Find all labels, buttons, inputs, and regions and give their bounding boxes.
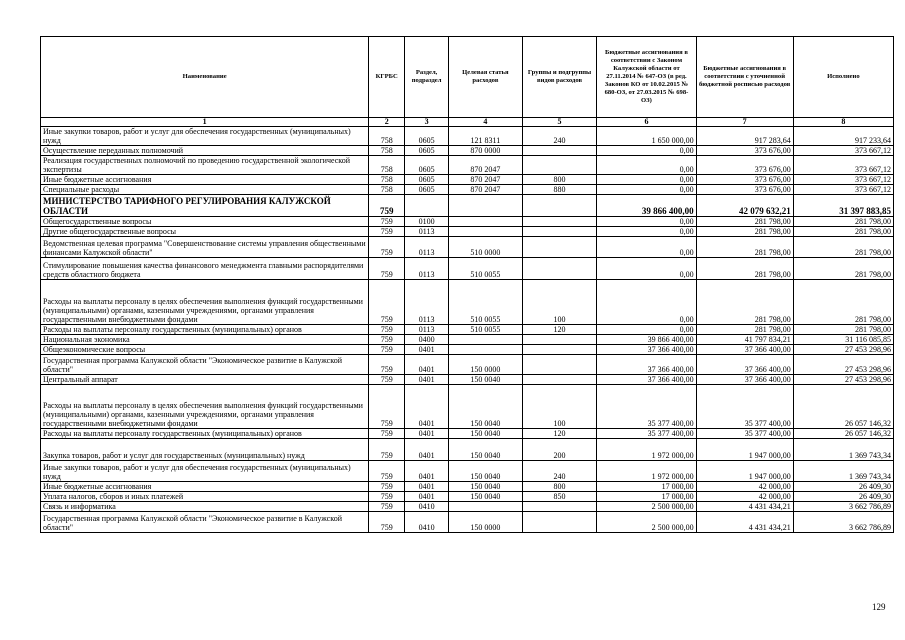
- row-kgrbs: 759: [369, 512, 405, 533]
- row-refined-assign: 42 079 632,21: [696, 195, 793, 217]
- row-executed: 281 798,00: [793, 237, 893, 258]
- row-refined-assign: 35 377 400,00: [696, 385, 793, 429]
- row-group: 120: [522, 325, 597, 335]
- row-refined-assign: 4 431 434,21: [696, 502, 793, 512]
- table-row: [41, 146, 894, 156]
- row-refined-assign: 37 366 400,00: [696, 355, 793, 375]
- row-law-assign: 0,00: [597, 185, 696, 195]
- row-law-assign: 17 000,00: [597, 492, 696, 502]
- row-target: 150 0040: [449, 492, 523, 502]
- column-number: 3: [405, 118, 449, 127]
- row-group: 240: [522, 461, 597, 482]
- row-target: 870 2047: [449, 175, 523, 185]
- row-section: 0401: [405, 482, 449, 492]
- row-target: 510 0000: [449, 237, 523, 258]
- row-name: Общеэкономические вопросы: [41, 345, 369, 355]
- row-refined-assign: 37 366 400,00: [696, 345, 793, 355]
- row-name: Стимулирование повышения качества финансового менеджмента главными распорядителями средств областного бюджета: [41, 258, 369, 280]
- row-group: 120: [522, 429, 597, 439]
- row-group: [522, 355, 597, 375]
- row-section: 0113: [405, 325, 449, 335]
- row-group: [522, 237, 597, 258]
- row-executed: 373 667,12: [793, 175, 893, 185]
- row-section: 0401: [405, 461, 449, 482]
- row-section: 0113: [405, 258, 449, 280]
- row-kgrbs: 759: [369, 492, 405, 502]
- row-target: 510 0055: [449, 258, 523, 280]
- header-executed: Исполнено: [793, 37, 893, 118]
- row-executed: 27 453 298,96: [793, 345, 893, 355]
- column-number: 6: [597, 118, 696, 127]
- row-kgrbs: 759: [369, 258, 405, 280]
- row-target: 150 0040: [449, 429, 523, 439]
- table-row: [41, 355, 894, 375]
- row-group: [522, 156, 597, 175]
- row-law-assign: 1 650 000,00: [597, 127, 696, 146]
- row-section: 0401: [405, 385, 449, 429]
- row-executed: 3 662 786,89: [793, 502, 893, 512]
- row-name: Иные бюджетные ассигнования: [41, 482, 369, 492]
- row-executed: 31 116 085,85: [793, 335, 893, 345]
- row-refined-assign: 1 947 000,00: [696, 439, 793, 461]
- row-name: Общегосударственные вопросы: [41, 217, 369, 227]
- row-executed: 31 397 883,85: [793, 195, 893, 217]
- row-kgrbs: 759: [369, 280, 405, 325]
- row-section: 0605: [405, 127, 449, 146]
- row-target: 870 2047: [449, 156, 523, 175]
- row-kgrbs: 759: [369, 385, 405, 429]
- row-executed: 373 667,12: [793, 185, 893, 195]
- row-refined-assign: 281 798,00: [696, 237, 793, 258]
- row-kgrbs: 759: [369, 217, 405, 227]
- row-executed: 373 667,12: [793, 146, 893, 156]
- row-kgrbs: 758: [369, 127, 405, 146]
- row-refined-assign: 41 797 834,21: [696, 335, 793, 345]
- row-kgrbs: 758: [369, 185, 405, 195]
- row-name: Уплата налогов, сборов и иных платежей: [41, 492, 369, 502]
- row-kgrbs: 758: [369, 146, 405, 156]
- row-group: 850: [522, 492, 597, 502]
- row-target: 870 0000: [449, 146, 523, 156]
- column-number: 1: [41, 118, 369, 127]
- row-refined-assign: 373 676,00: [696, 185, 793, 195]
- table-body: [41, 127, 894, 533]
- row-kgrbs: 759: [369, 345, 405, 355]
- row-kgrbs: 759: [369, 482, 405, 492]
- row-name: Осуществление переданных полномочий: [41, 146, 369, 156]
- row-group: [522, 375, 597, 385]
- table-row: [41, 227, 894, 237]
- table-row: [41, 237, 894, 258]
- row-section: 0605: [405, 156, 449, 175]
- row-section: 0401: [405, 355, 449, 375]
- page-number: 129: [872, 602, 886, 612]
- row-name: Реализация государственных полномочий по проведению государственной экологической экспертизы: [41, 156, 369, 175]
- row-executed: 373 667,12: [793, 156, 893, 175]
- row-group: [522, 217, 597, 227]
- row-refined-assign: 281 798,00: [696, 227, 793, 237]
- row-group: [522, 195, 597, 217]
- row-law-assign: 0,00: [597, 258, 696, 280]
- row-kgrbs: 758: [369, 175, 405, 185]
- row-target: [449, 195, 523, 217]
- table-row: [41, 512, 894, 533]
- row-target: 150 0040: [449, 461, 523, 482]
- row-name: Расходы на выплаты персоналу государственных (муниципальных) органов: [41, 325, 369, 335]
- row-law-assign: 0,00: [597, 237, 696, 258]
- row-name: Связь и информатика: [41, 502, 369, 512]
- row-target: 510 0055: [449, 325, 523, 335]
- row-target: 150 0040: [449, 385, 523, 429]
- row-law-assign: 35 377 400,00: [597, 429, 696, 439]
- row-refined-assign: 35 377 400,00: [696, 429, 793, 439]
- row-group: 800: [522, 175, 597, 185]
- row-executed: 27 453 298,96: [793, 375, 893, 385]
- row-executed: 26 409,30: [793, 482, 893, 492]
- row-law-assign: 35 377 400,00: [597, 385, 696, 429]
- row-name: Национальная экономика: [41, 335, 369, 345]
- row-law-assign: 39 866 400,00: [597, 335, 696, 345]
- column-number: 4: [449, 118, 523, 127]
- row-group: 100: [522, 280, 597, 325]
- column-number: 8: [793, 118, 893, 127]
- row-target: 121 8311: [449, 127, 523, 146]
- row-law-assign: 0,00: [597, 325, 696, 335]
- row-refined-assign: 373 676,00: [696, 156, 793, 175]
- row-group: [522, 512, 597, 533]
- row-law-assign: 2 500 000,00: [597, 512, 696, 533]
- row-name: Специальные расходы: [41, 185, 369, 195]
- row-group: [522, 502, 597, 512]
- row-kgrbs: 758: [369, 156, 405, 175]
- row-group: [522, 227, 597, 237]
- table-row: [41, 345, 894, 355]
- table-row: [41, 195, 894, 217]
- row-name: Иные закупки товаров, работ и услуг для обеспечения государственных (муниципальных) нужд: [41, 461, 369, 482]
- row-refined-assign: 37 366 400,00: [696, 375, 793, 385]
- row-group: [522, 146, 597, 156]
- table-row: [41, 375, 894, 385]
- row-section: 0605: [405, 175, 449, 185]
- row-group: 800: [522, 482, 597, 492]
- row-target: 870 2047: [449, 185, 523, 195]
- row-name: Другие общегосударственные вопросы: [41, 227, 369, 237]
- row-executed: 27 453 298,96: [793, 355, 893, 375]
- column-number-row: [41, 118, 894, 127]
- header-group: Группы и подгруппы видов расходов: [522, 37, 597, 118]
- table-header: [41, 37, 894, 127]
- row-law-assign: 39 866 400,00: [597, 195, 696, 217]
- row-name: Расходы на выплаты персоналу государственных (муниципальных) органов: [41, 429, 369, 439]
- row-section: 0401: [405, 345, 449, 355]
- row-section: 0400: [405, 335, 449, 345]
- row-section: 0401: [405, 492, 449, 502]
- row-refined-assign: 281 798,00: [696, 258, 793, 280]
- row-executed: 281 798,00: [793, 280, 893, 325]
- header-target: Целевая статья расходов: [449, 37, 523, 118]
- row-group: 240: [522, 127, 597, 146]
- row-section: 0113: [405, 237, 449, 258]
- row-group: [522, 258, 597, 280]
- row-executed: 26 057 146,32: [793, 429, 893, 439]
- header-law-assign: Бюджетные ассигнования в соответствии с Законом Калужской области от 27.11.2014 № 647-ОЗ (в ред. Законов КО от 10.02.2015 № 680-ОЗ, от 27.03.2015 № 698-ОЗ): [597, 37, 696, 118]
- row-group: [522, 345, 597, 355]
- row-executed: 281 798,00: [793, 227, 893, 237]
- row-name: Иные закупки товаров, работ и услуг для обеспечения государственных (муниципальных) нужд: [41, 127, 369, 146]
- column-number: 7: [696, 118, 793, 127]
- row-law-assign: 1 972 000,00: [597, 439, 696, 461]
- row-refined-assign: 281 798,00: [696, 217, 793, 227]
- row-executed: 1 369 743,34: [793, 461, 893, 482]
- row-kgrbs: 759: [369, 335, 405, 345]
- row-refined-assign: 42 000,00: [696, 492, 793, 502]
- table-row: [41, 492, 894, 502]
- row-target: 150 0040: [449, 482, 523, 492]
- row-refined-assign: 917 283,64: [696, 127, 793, 146]
- row-name: Центральный аппарат: [41, 375, 369, 385]
- row-kgrbs: 759: [369, 461, 405, 482]
- header-refined-assign: Бюджетные ассигнования в соответствии с уточненной бюджетной росписью расходов: [696, 37, 793, 118]
- table-row: [41, 502, 894, 512]
- row-name: МИНИСТЕРСТВО ТАРИФНОГО РЕГУЛИРОВАНИЯ КАЛУЖСКОЙ ОБЛАСТИ: [41, 195, 369, 217]
- table-row: [41, 185, 894, 195]
- table-row: [41, 175, 894, 185]
- column-number: 5: [522, 118, 597, 127]
- row-section: 0100: [405, 217, 449, 227]
- row-target: 510 0055: [449, 280, 523, 325]
- row-target: [449, 335, 523, 345]
- row-name: Расходы на выплаты персоналу в целях обеспечения выполнения функций государственными (муниципальными) органами, казенными учреждениями, органами управления государственными внебюджетными фондами: [41, 280, 369, 325]
- table-row: [41, 325, 894, 335]
- row-kgrbs: 759: [369, 429, 405, 439]
- table-row: [41, 335, 894, 345]
- header-section: Раздел, подраздел: [405, 37, 449, 118]
- row-name: Расходы на выплаты персоналу в целях обеспечения выполнения функций государственными (муниципальными) органами, казенными учреждениями, органами управления государственными внебюджетными фондами: [41, 385, 369, 429]
- row-kgrbs: 759: [369, 355, 405, 375]
- budget-table: [40, 36, 894, 533]
- row-law-assign: 37 366 400,00: [597, 355, 696, 375]
- row-target: 150 0040: [449, 439, 523, 461]
- row-name: Государственная программа Калужской области "Экономическое развитие в Калужской области": [41, 355, 369, 375]
- table-row: [41, 439, 894, 461]
- column-number: 2: [369, 118, 405, 127]
- table-row: [41, 482, 894, 492]
- table-row: [41, 258, 894, 280]
- row-section: [405, 195, 449, 217]
- row-refined-assign: 4 431 434,21: [696, 512, 793, 533]
- row-executed: 3 662 786,89: [793, 512, 893, 533]
- row-group: 880: [522, 185, 597, 195]
- row-section: 0605: [405, 185, 449, 195]
- row-target: [449, 502, 523, 512]
- row-kgrbs: 759: [369, 375, 405, 385]
- row-name: Государственная программа Калужской области "Экономическое развитие в Калужской области": [41, 512, 369, 533]
- row-name: Иные бюджетные ассигнования: [41, 175, 369, 185]
- row-law-assign: 37 366 400,00: [597, 375, 696, 385]
- row-refined-assign: 373 676,00: [696, 175, 793, 185]
- row-law-assign: 37 366 400,00: [597, 345, 696, 355]
- row-executed: 281 798,00: [793, 258, 893, 280]
- row-executed: 281 798,00: [793, 325, 893, 335]
- row-target: 150 0000: [449, 355, 523, 375]
- row-kgrbs: 759: [369, 439, 405, 461]
- row-law-assign: 2 500 000,00: [597, 502, 696, 512]
- row-section: 0410: [405, 502, 449, 512]
- header-name: Наименование: [41, 37, 369, 118]
- row-refined-assign: 1 947 000,00: [696, 461, 793, 482]
- row-law-assign: 1 972 000,00: [597, 461, 696, 482]
- row-law-assign: 0,00: [597, 227, 696, 237]
- row-name: Закупка товаров, работ и услуг для государственных (муниципальных) нужд: [41, 439, 369, 461]
- row-section: 0410: [405, 512, 449, 533]
- table-row: [41, 156, 894, 175]
- table-row: [41, 429, 894, 439]
- row-group: [522, 335, 597, 345]
- row-executed: 26 409,30: [793, 492, 893, 502]
- row-law-assign: 0,00: [597, 280, 696, 325]
- row-section: 0401: [405, 429, 449, 439]
- row-section: 0113: [405, 280, 449, 325]
- header-kgrbs: КГРБС: [369, 37, 405, 118]
- row-law-assign: 0,00: [597, 146, 696, 156]
- row-name: Ведомственная целевая программа "Совершенствование системы управления общественными финансами Калужской области": [41, 237, 369, 258]
- row-law-assign: 17 000,00: [597, 482, 696, 492]
- row-target: [449, 217, 523, 227]
- row-section: 0401: [405, 439, 449, 461]
- row-law-assign: 0,00: [597, 217, 696, 227]
- table-row: [41, 127, 894, 146]
- row-group: 200: [522, 439, 597, 461]
- row-kgrbs: 759: [369, 227, 405, 237]
- table-row: [41, 385, 894, 429]
- row-refined-assign: 281 798,00: [696, 280, 793, 325]
- row-refined-assign: 42 000,00: [696, 482, 793, 492]
- row-law-assign: 0,00: [597, 175, 696, 185]
- row-kgrbs: 759: [369, 237, 405, 258]
- row-section: 0605: [405, 146, 449, 156]
- row-executed: 1 369 743,34: [793, 439, 893, 461]
- table-row: [41, 280, 894, 325]
- row-refined-assign: 373 676,00: [696, 146, 793, 156]
- row-target: 150 0000: [449, 512, 523, 533]
- row-kgrbs: 759: [369, 325, 405, 335]
- row-target: 150 0040: [449, 375, 523, 385]
- row-section: 0113: [405, 227, 449, 237]
- row-executed: 281 798,00: [793, 217, 893, 227]
- row-kgrbs: 759: [369, 502, 405, 512]
- table-row: [41, 217, 894, 227]
- row-group: 100: [522, 385, 597, 429]
- row-executed: 917 233,64: [793, 127, 893, 146]
- row-refined-assign: 281 798,00: [696, 325, 793, 335]
- row-kgrbs: 759: [369, 195, 405, 217]
- row-section: 0401: [405, 375, 449, 385]
- row-target: [449, 345, 523, 355]
- row-executed: 26 057 146,32: [793, 385, 893, 429]
- row-law-assign: 0,00: [597, 156, 696, 175]
- row-target: [449, 227, 523, 237]
- table-row: [41, 461, 894, 482]
